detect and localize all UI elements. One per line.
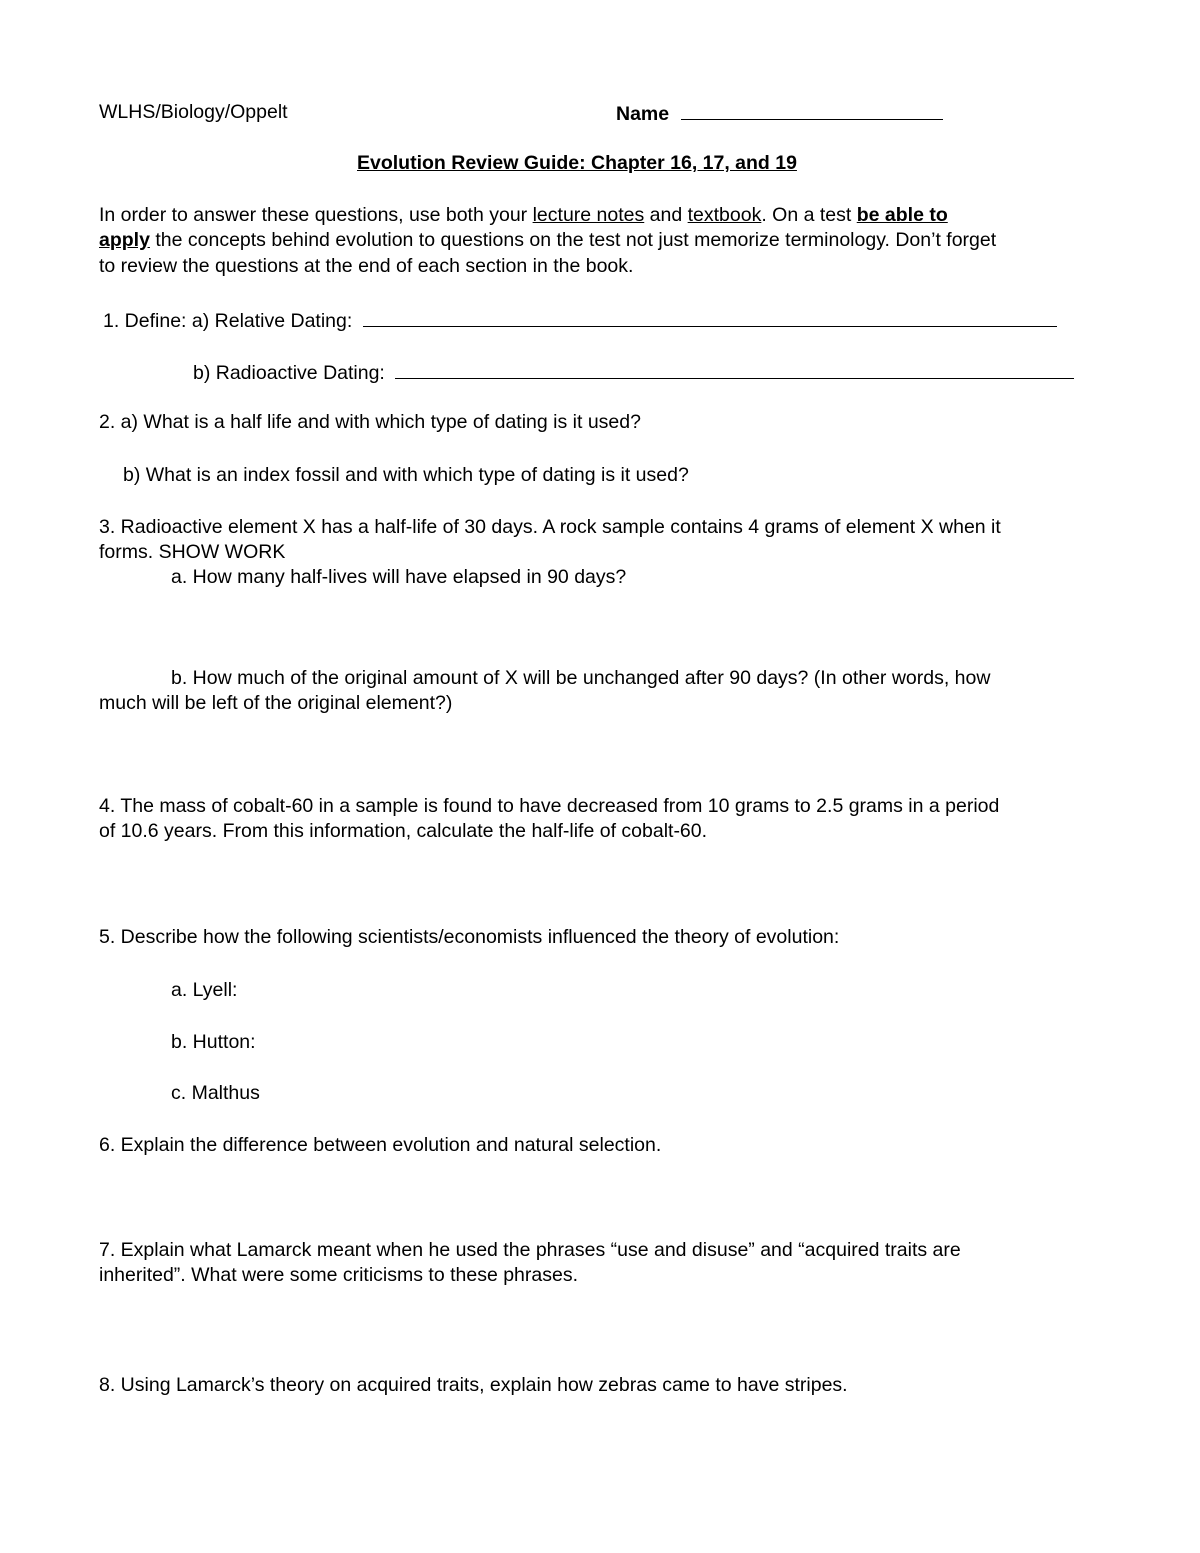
question-1a [103,307,1057,333]
intro-line-2 [99,228,996,252]
question-2a: 2. a) What is a half life and with which type of dating is it used? [99,411,641,433]
name-label: Name [616,103,670,125]
question-4-line-2: of 10.6 years. From this information, calculate the half-life of cobalt-60. [99,820,708,842]
question-1b-text: b) Radioactive Dating: [193,362,385,384]
question-1a-text: 1. Define: a) Relative Dating: [103,310,353,332]
question-7-line-1: 7. Explain what Lamarck meant when he used the phrases “use and disuse” and “acquired traits are [99,1239,961,1261]
question-7-line-2: inherited”. What were some criticisms to these phrases. [99,1264,579,1286]
question-8: 8. Using Lamarck’s theory on acquired traits, explain how zebras came to have stripes. [99,1374,848,1396]
question-5c: c. Malthus [171,1082,260,1104]
answer-line-1a[interactable] [363,307,1057,327]
question-6: 6. Explain the difference between evolution and natural selection. [99,1134,662,1156]
question-3-line-2: forms. SHOW WORK [99,541,286,563]
intro-emphasis: apply [99,229,150,251]
intro-text: and [644,204,688,226]
intro-line-3: to review the questions at the end of each section in the book. [99,255,634,277]
intro-emphasis: be able to [856,204,948,226]
course-label: WLHS/Biology/Oppelt [99,101,288,123]
intro-textbook: textbook [687,204,762,226]
intro-text: . On a test [761,204,857,226]
question-3b-line-1: b. How much of the original amount of X will be unchanged after 90 days? (In other words, how [171,667,991,689]
question-5b: b. Hutton: [171,1031,256,1053]
name-field [616,100,943,126]
intro-text: In order to answer these questions, use both your [99,204,533,226]
question-2b: b) What is an index fossil and with which type of dating is it used? [123,464,689,486]
question-3b-line-2: much will be left of the original element?) [99,692,453,714]
question-3a: a. How many half-lives will have elapsed in 90 days? [171,566,627,588]
intro-line-1 [99,203,948,227]
question-4-line-1: 4. The mass of cobalt-60 in a sample is found to have decreased from 10 grams to 2.5 grams in a period [99,795,1000,817]
name-blank-line[interactable] [681,100,943,120]
question-3-line-1: 3. Radioactive element X has a half-life of 30 days. A rock sample contains 4 grams of element X when it [99,516,1001,538]
answer-line-1b[interactable] [395,359,1074,379]
question-5a: a. Lyell: [171,979,238,1001]
intro-lecture-notes: lecture notes [532,204,645,226]
question-5: 5. Describe how the following scientists/economists influenced the theory of evolution: [99,926,840,948]
intro-text: the concepts behind evolution to questions on the test not just memorize terminology. Don’t forget [149,229,997,251]
page-title: Evolution Review Guide: Chapter 16, 17, and 19 [357,152,797,174]
question-1b [193,359,1074,385]
